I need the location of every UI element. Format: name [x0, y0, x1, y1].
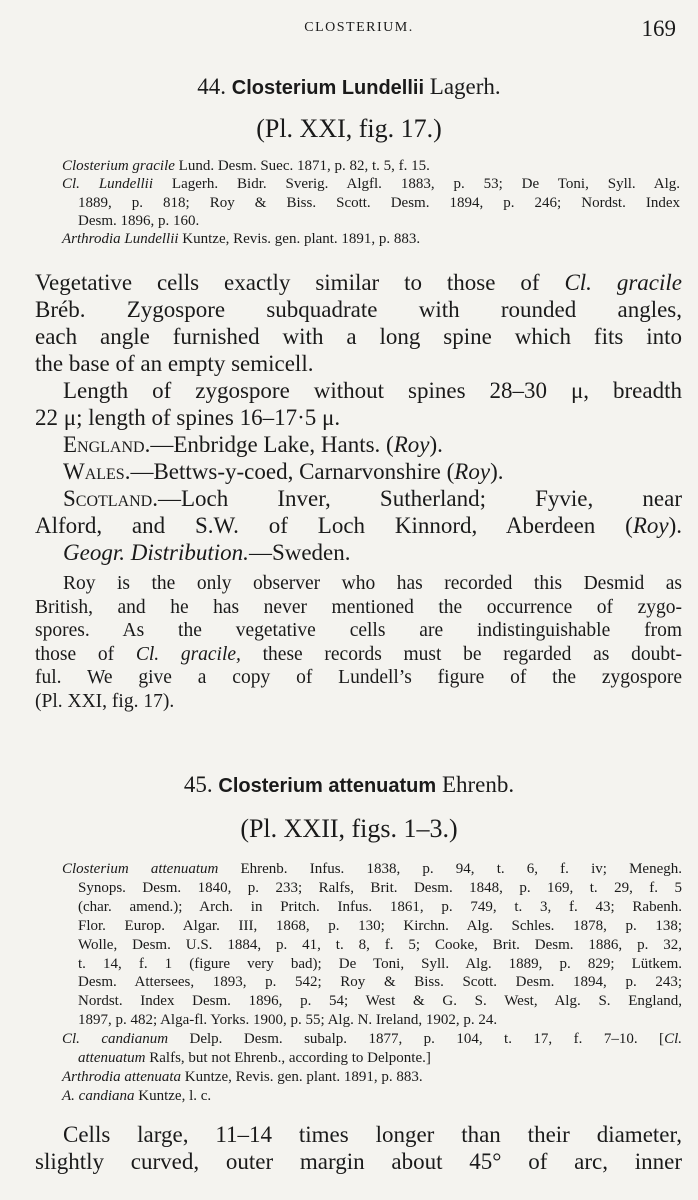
italic-text: Cl. Lundellii — [62, 176, 153, 193]
text-segment: ful. We give a copy of Lundell’s figure of the zygospore — [35, 667, 682, 689]
italic-text: Cl. candianum — [62, 1031, 169, 1048]
italic-text: Arthrodia attenuata — [62, 1068, 182, 1085]
text-segment: Nordst. Index Desm. 1896, p. 54; West & G. S. West, Alg. S. England, — [78, 993, 682, 1010]
text-segment: t. 14, f. 1 (figure very bad); De Toni, Syll. Alg. 1889, p. 829; Lütkem. — [78, 955, 682, 972]
running-head: CLOSTERIUM. — [304, 20, 414, 35]
text-segment: Synops. Desm. 1840, p. 233; Ralfs, Brit. Desm. 1848, p. 169, t. 29, f. 5 — [78, 879, 682, 896]
plate-reference-44: (Pl. XXI, fig. 17.) — [256, 114, 442, 143]
text-segment: those of — [35, 643, 136, 665]
region-label: Wales. — [63, 459, 131, 484]
text-line — [62, 955, 682, 974]
text-line — [35, 485, 682, 512]
italic-text: Closterium gracile — [62, 158, 175, 174]
text-line — [35, 269, 682, 296]
species-heading-45 — [0, 772, 698, 798]
text-segment: Desm. Attersees, 1893, p. 542; Roy & Biss. Scott. Desm. 1894, p. 243; — [78, 974, 682, 991]
text-line — [62, 917, 682, 936]
text-segment: Alford, and S.W. of Loch Kinnord, Aberdeen ( — [35, 513, 633, 538]
italic-text: attenuatum — [78, 1050, 146, 1067]
text-line — [62, 973, 682, 992]
text-segment: Ehrenb. Infus. 1838, p. 94, t. 6, f. iv; Menegh. — [218, 861, 682, 877]
text-line — [35, 572, 682, 596]
text-line — [62, 194, 680, 212]
text-segment: each angle furnished with a long spine which fits into — [35, 324, 682, 349]
text-segment: Cells large, 11–14 times longer than their diameter, — [63, 1122, 682, 1147]
description-44 — [35, 269, 682, 566]
text-line — [35, 458, 682, 485]
species-heading-44 — [0, 74, 698, 100]
text-segment: these records must be regarded as doubt- — [240, 643, 682, 665]
text-segment: —Sweden. — [248, 540, 351, 565]
text-line — [35, 323, 682, 350]
text-segment: Length of zygospore without spines 28–30 μ, breadth — [63, 378, 682, 403]
italic-text: Roy — [393, 432, 430, 457]
text-line — [62, 230, 680, 248]
species-name: Closterium Lundellii — [231, 77, 425, 99]
text-line — [35, 539, 682, 566]
text-line — [35, 619, 682, 643]
text-segment: Kuntze, Revis. gen. plant. 1891, p. 883. — [181, 1068, 423, 1085]
text-segment: ). — [429, 432, 443, 457]
italic-text: Geogr. Distribution. — [63, 540, 249, 565]
italic-text: Closterium attenuatum — [62, 861, 219, 877]
italic-text: Roy — [454, 459, 491, 484]
text-segment: —Enbridge Lake, Hants. ( — [150, 432, 394, 457]
text-line — [35, 350, 682, 377]
description-45 — [35, 1121, 682, 1175]
text-line — [62, 1049, 682, 1068]
text-segment: Lagerh. Bidr. Sverig. Algfl. 1883, p. 53; De Toni, Syll. Alg. — [153, 176, 680, 193]
text-segment: —Bettws-y-coed, Carnarvonshire ( — [130, 459, 455, 484]
text-segment: ). — [490, 459, 504, 484]
text-line — [62, 936, 682, 955]
text-line — [35, 296, 682, 323]
text-line — [62, 1030, 682, 1049]
text-segment: Bréb. Zygospore subquadrate with rounded angles, — [35, 297, 682, 322]
text-segment: 1897, p. 482; Alga-fl. Yorks. 1900, p. 55; Alg. N. Ireland, 1902, p. 24. — [78, 1012, 498, 1029]
text-line — [62, 175, 680, 193]
text-line — [62, 879, 682, 898]
italic-text: Cl. gracile — [564, 270, 682, 295]
italic-text: Cl. gracile, — [135, 643, 241, 665]
text-segment: 1889, p. 818; Roy & Biss. Scott. Desm. 1894, p. 246; Nordst. Index — [78, 194, 680, 211]
text-line — [35, 643, 682, 667]
text-line — [35, 377, 682, 404]
species-number: 44. — [197, 74, 227, 99]
page-number: 169 — [641, 16, 676, 41]
text-line — [35, 512, 682, 539]
species-name: Closterium attenuatum — [218, 775, 437, 797]
text-segment: Ralfs, but not Ehrenb., according to Delponte.] — [145, 1050, 431, 1067]
text-segment: Kuntze, Revis. gen. plant. 1891, p. 883. — [178, 231, 421, 248]
text-line — [35, 596, 682, 620]
text-line — [62, 1011, 682, 1030]
text-line — [35, 404, 682, 431]
italic-text: Cl. — [664, 1031, 682, 1048]
italic-text: A. candiana — [62, 1087, 135, 1104]
text-segment: Desm. 1896, p. 160. — [78, 212, 200, 229]
species-number: 45. — [183, 772, 213, 797]
text-segment: (Pl. XXI, fig. 17). — [35, 690, 175, 712]
text-segment: Delp. Desm. subalp. 1877, p. 104, t. 17, f. 7–10. [ — [168, 1031, 665, 1048]
region-label: Scotland. — [63, 486, 158, 511]
italic-text: Arthrodia Lundellii — [62, 231, 179, 248]
text-segment: Roy is the only observer who has recorded this Desmid as — [63, 573, 682, 594]
region-label: England. — [63, 432, 151, 457]
text-segment: —Loch Inver, Sutherland; Fyvie, near — [157, 486, 682, 511]
text-segment: spores. As the vegetative cells are indistinguishable from — [35, 620, 682, 642]
text-segment: Wolle, Desm. U.S. 1884, p. 41, t. 8, f. 5; Cooke, Brit. Desm. 1886, p. 32, — [78, 936, 682, 953]
text-segment: (char. amend.); Arch. in Pritch. Infus. 1861, p. 749, t. 3, f. 43; Rabenh. — [78, 898, 682, 915]
text-segment: 22 μ; length of spines 16–17·5 μ. — [35, 405, 341, 430]
text-line — [62, 1068, 682, 1087]
text-segment: Vegetative cells exactly similar to those of — [35, 270, 565, 295]
text-line — [35, 1148, 682, 1175]
plate-reference-45: (Pl. XXII, figs. 1–3.) — [240, 814, 458, 843]
text-line — [62, 1087, 682, 1106]
species-author: Ehrenb. — [441, 772, 515, 797]
species-author: Lagerh. — [429, 74, 501, 99]
text-line — [62, 992, 682, 1011]
text-segment: the base of an empty semicell. — [35, 351, 314, 376]
text-line — [62, 860, 682, 879]
text-line — [35, 666, 682, 690]
synonymy-45 — [62, 860, 682, 1106]
text-line — [35, 431, 682, 458]
text-line — [35, 690, 682, 714]
text-line — [35, 1121, 682, 1148]
text-line — [62, 212, 680, 230]
text-segment: British, and he has never mentioned the occurrence of zygo- — [35, 596, 682, 618]
text-line — [62, 157, 680, 175]
text-line — [62, 898, 682, 917]
text-segment: Flor. Europ. Algar. III, 1868, p. 130; Kirchn. Alg. Schles. 1878, p. 138; — [78, 917, 682, 934]
remarks-44 — [35, 572, 682, 714]
text-segment: Kuntze, l. c. — [134, 1087, 212, 1104]
italic-text: Roy — [632, 513, 669, 538]
text-segment: slightly curved, outer margin about 45° of arc, inner — [35, 1149, 682, 1174]
synonymy-44 — [62, 157, 680, 248]
text-segment: Lund. Desm. Suec. 1871, p. 82, t. 5, f. 15. — [174, 158, 430, 174]
text-segment: ). — [668, 513, 682, 538]
